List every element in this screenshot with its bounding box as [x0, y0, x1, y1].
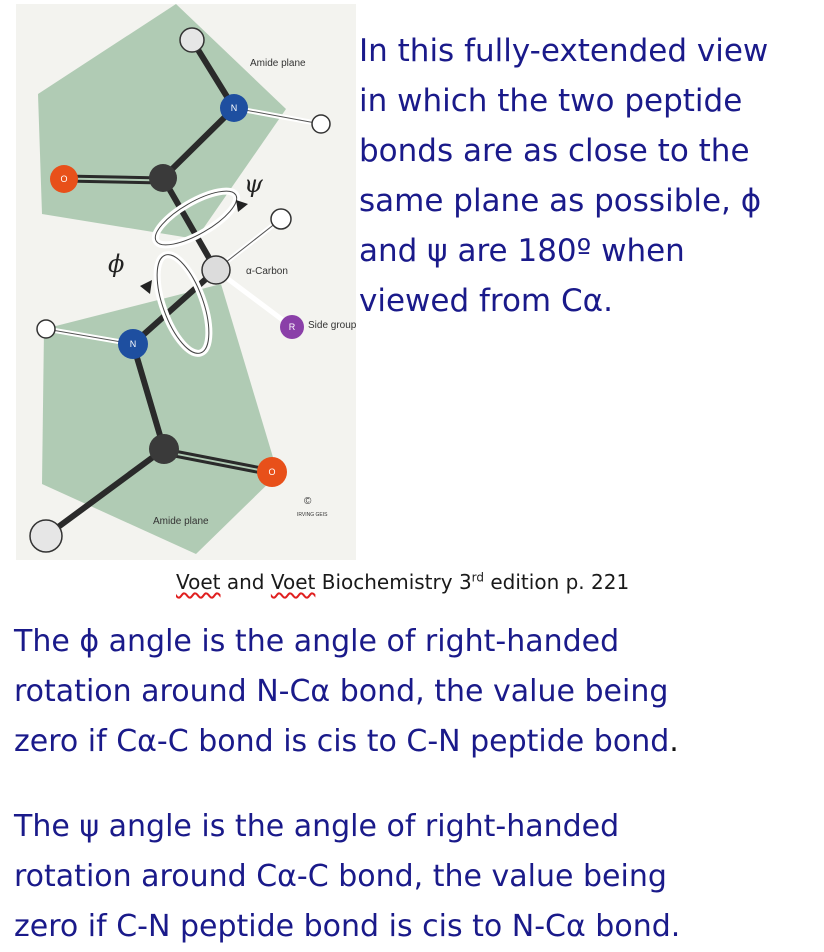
hydrogen-atom-calpha	[271, 209, 291, 229]
artist-signature: IRVING GEIS	[297, 512, 328, 518]
peptide-figure	[16, 4, 356, 560]
phi-definition	[14, 617, 679, 767]
intro-line-6: viewed from Cα.	[359, 283, 613, 319]
psi-def-line-1: The ψ angle is the angle of right-handed	[14, 809, 620, 844]
bond-c-o-top	[64, 176, 163, 178]
psi-def-line-2: rotation around Cα-C bond, the value being	[14, 859, 667, 894]
side-group-label: Side group	[308, 320, 356, 331]
oxygen-label-top: O	[60, 174, 68, 184]
phi-def-period: .	[669, 724, 679, 759]
psi-symbol: ψ	[244, 170, 263, 198]
intro-line-2: in which the two peptide	[359, 83, 743, 119]
phi-def-line-1: The ϕ angle is the angle of right-handed	[14, 624, 620, 659]
nitrogen-label-top: N	[230, 103, 238, 113]
phi-symbol: ϕ	[108, 250, 125, 278]
phi-arrowhead-icon	[140, 280, 152, 294]
hydrogen-atom-n-top	[312, 115, 330, 133]
phi-def-line-2: rotation around N-Cα bond, the value being	[14, 674, 669, 709]
psi-def-line-3: zero if C-N peptide bond is cis to N-Cα bond.	[14, 909, 681, 944]
intro-line-4: same plane as possible, ϕ	[359, 183, 762, 219]
carbon-atom-top	[180, 28, 204, 52]
hydrogen-atom-n-bottom	[37, 320, 55, 338]
citation-superscript: rd	[471, 570, 485, 585]
citation-author-2: Voet	[270, 570, 316, 594]
amide-plane-top	[38, 4, 286, 239]
carbonyl-carbon-top	[149, 164, 177, 192]
alpha-carbon-label: α-Carbon	[246, 266, 288, 277]
r-label: R	[288, 322, 296, 332]
phi-def-line-3-text: zero if Cα-C bond is cis to C-N peptide bond	[14, 724, 670, 759]
intro-line-5: and ψ are 180º when	[359, 233, 685, 269]
alpha-carbon-atom	[202, 256, 230, 284]
citation-author-1: Voet	[176, 570, 221, 594]
oxygen-label-bottom: O	[268, 467, 276, 477]
citation-title: Biochemistry 3	[315, 570, 472, 594]
amide-plane-label-top: Amide plane	[250, 58, 306, 69]
peptide-diagram	[16, 4, 356, 560]
nitrogen-label-bottom: N	[129, 339, 137, 349]
amide-plane-label-bottom: Amide plane	[153, 516, 209, 527]
carbon-atom-bottom	[30, 520, 62, 552]
intro-line-3: bonds are as close to the	[359, 133, 750, 169]
psi-arrowhead-icon	[236, 200, 248, 212]
citation-and: and	[220, 570, 271, 594]
phi-def-line-3	[14, 717, 679, 767]
citation	[176, 570, 629, 594]
carbonyl-carbon-bottom	[149, 434, 179, 464]
psi-definition	[14, 802, 680, 952]
intro-paragraph	[359, 26, 809, 326]
copyright-mark: ©	[304, 496, 312, 507]
citation-edition: edition p. 221	[484, 570, 630, 594]
intro-line-1: In this fully-extended view	[359, 33, 769, 69]
